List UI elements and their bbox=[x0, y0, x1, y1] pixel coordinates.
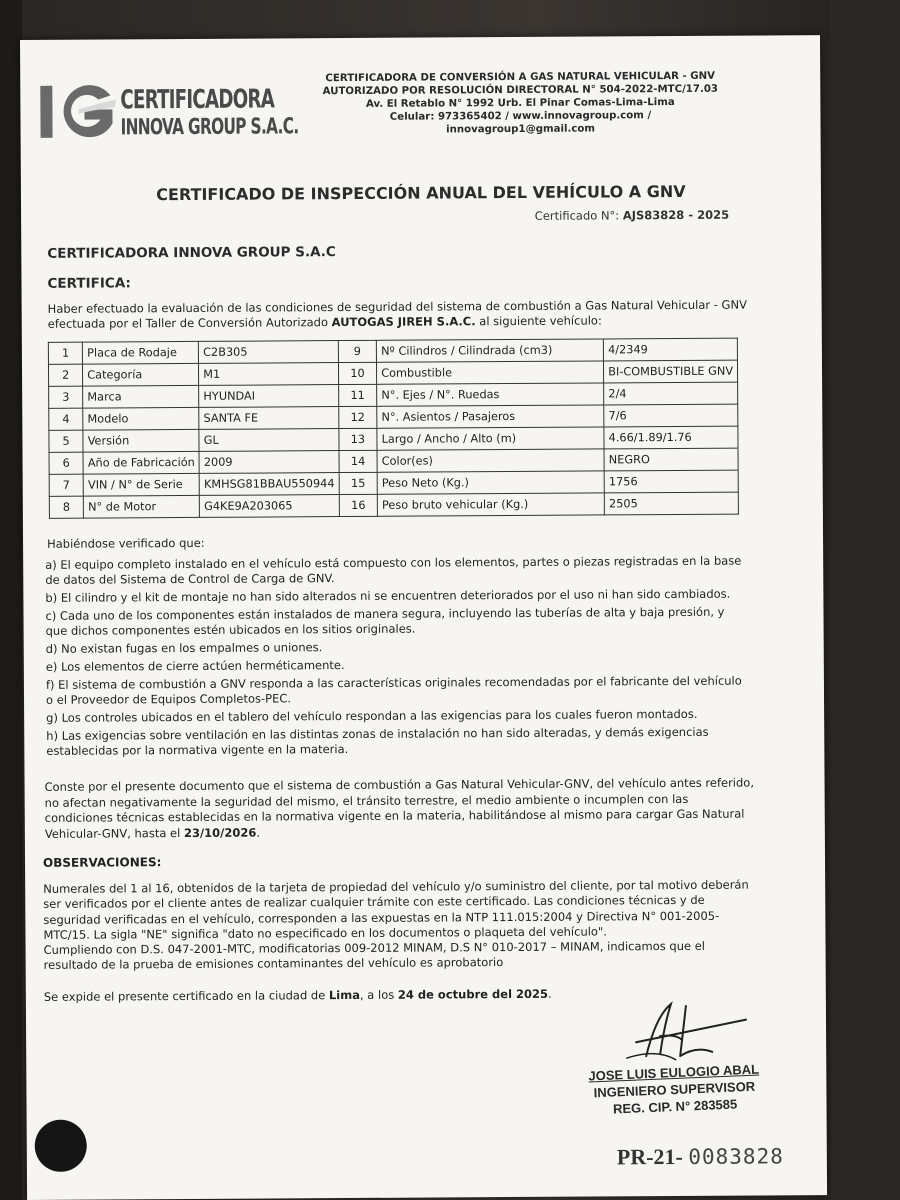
row-number: 5 bbox=[49, 430, 83, 452]
observations-heading: OBSERVACIONES: bbox=[42, 855, 162, 870]
header-info-line: Celular: 973365402 / www.innovagroup.com / innovagroup1@gmail.com bbox=[389, 110, 652, 136]
punch-hole bbox=[35, 1120, 87, 1172]
form-code-prefix: PR-21- bbox=[616, 1143, 683, 1170]
field-value: 7/6 bbox=[604, 404, 738, 427]
intro-text-end: al siguiente vehículo: bbox=[475, 313, 602, 329]
field-label: N° de Motor bbox=[84, 495, 200, 518]
observation-paragraph: Cumpliendo con D.S. 047-2001-MTC, modificatorias 009-2012 MINAM, D.S N° 010-2017 – MINAM, indicamos que el resultado de la prueba de emisiones contaminantes del vehículo es aprobatorio bbox=[43, 939, 706, 973]
field-value: 2/4 bbox=[604, 382, 738, 405]
field-value: 1756 bbox=[604, 470, 738, 493]
field-value: G4KE9A203065 bbox=[200, 495, 340, 518]
certifica-heading: CERTIFICA: bbox=[47, 275, 131, 292]
issued-end: . bbox=[547, 986, 552, 1001]
field-label: Placa de Rodaje bbox=[83, 341, 199, 364]
company-name: CERTIFICADORA INNOVA GROUP S.A.C bbox=[47, 244, 336, 262]
conste-end: . bbox=[256, 825, 261, 840]
field-label: Versión bbox=[83, 429, 199, 452]
row-number: 2 bbox=[48, 364, 82, 386]
field-label: Color(es) bbox=[377, 449, 604, 472]
verification-item: h) Las exigencias sobre ventilación en las distintas zonas de instalación no han sido alteradas, y demás exigencias establecidas por la normativa vigente en la materia. bbox=[46, 724, 709, 759]
company-logo bbox=[38, 79, 299, 152]
issued-date: 24 de octubre del 2025 bbox=[397, 986, 549, 1002]
logo-text-line1: CERTIFICADORA bbox=[120, 84, 275, 116]
row-number: 12 bbox=[339, 406, 377, 428]
row-number: 3 bbox=[49, 386, 83, 408]
header-info bbox=[320, 70, 720, 137]
signatory-registration: REG. CIP. N° 283585 bbox=[612, 1096, 738, 1117]
field-label: Categoría bbox=[83, 363, 199, 386]
field-value: C2B305 bbox=[199, 341, 339, 364]
verification-intro: Habiéndose verificado que: bbox=[47, 535, 205, 551]
verification-item: g) Los controles ubicados en el tablero del vehículo respondan a las exigencias para los cuales fueron montados. bbox=[46, 707, 698, 726]
field-value: M1 bbox=[199, 363, 339, 386]
row-number: 7 bbox=[49, 474, 83, 496]
field-label: Año de Fabricación bbox=[83, 451, 199, 474]
verification-list bbox=[45, 554, 746, 763]
document-title: CERTIFICADO DE INSPECCIÓN ANUAL DEL VEHÍCULO A GNV bbox=[156, 181, 686, 205]
conste-paragraph bbox=[45, 776, 755, 842]
field-label: Peso Neto (Kg.) bbox=[377, 471, 604, 494]
field-value: NEGRO bbox=[604, 448, 738, 471]
issued-text: Se expide el presente certificado en la ciudad de bbox=[43, 988, 329, 1004]
certificate-number-value: AJS83828 - 2025 bbox=[622, 207, 730, 223]
signatory-name: JOSE LUIS EULOGIO ABAL bbox=[588, 1061, 760, 1084]
signatory-role: INGENIERO SUPERVISOR bbox=[593, 1078, 756, 1101]
row-number: 6 bbox=[49, 452, 83, 474]
conste-text: Conste por el presente documento que el sistema de combustión a Gas Natural Vehicular-GNV, del vehículo antes referido, no afectan negativamente la seguridad del mismo, el tránsito terrestre, el medio ambiente o incumplen con las condiciones técnicas establecidas en la normativa vigente en la materia, habilitándose al mismo para cargar Gas Natural Vehicular-GNV, hasta el bbox=[44, 775, 755, 841]
observations-text bbox=[43, 878, 759, 974]
signatory-block bbox=[573, 1060, 775, 1119]
observation-paragraph: Numerales del 1 al 16, obtenidos de la tarjeta de propiedad del vehículo y/o suministro del cliente, por tal motivo deberán ser verificados por el cliente antes de realizar cualquier trámite con este certificado. Las condiciones técnicas y de seguridad verificadas en el vehículo, corresponden a las expuestas en la NTP 111.015:2004 y Directiva N° 001-2005-MTC/15. La sigla "NE" significa "dato no especificado en los documentos o plaqueta del vehículo". bbox=[43, 877, 749, 942]
issued-city: Lima bbox=[328, 987, 361, 1003]
row-number: 15 bbox=[339, 472, 377, 494]
form-code-number: 0083828 bbox=[688, 1144, 784, 1169]
row-number: 1 bbox=[48, 342, 82, 364]
header-info-line: AUTORIZADO POR RESOLUCIÓN DIRECTORAL N° 504-2022-MTC/17.03 bbox=[322, 83, 719, 98]
field-value: 2505 bbox=[604, 492, 738, 515]
row-number: 10 bbox=[338, 362, 376, 384]
form-code bbox=[617, 1143, 784, 1170]
vehicle-data-table bbox=[48, 338, 739, 519]
verification-item: c) Cada uno de los componentes están instalados de manera segura, incluyendo las tuberías de alta y baja presión, y que dichos componentes estén ubicados en los sitios originales. bbox=[45, 604, 725, 639]
verification-item: d) No existan fugas en los empalmes o uniones. bbox=[45, 640, 323, 657]
header-info-line: Av. El Retablo N° 1992 Urb. El Pinar Comas-Lima-Lima bbox=[365, 97, 675, 110]
row-number: 16 bbox=[339, 494, 377, 516]
desk-surface-left bbox=[0, 0, 22, 1200]
row-number: 8 bbox=[49, 496, 83, 518]
certificate-number-label: Certificado N°: bbox=[534, 208, 620, 223]
field-value: BI-COMBUSTIBLE GNV bbox=[604, 360, 738, 383]
field-value: SANTA FE bbox=[199, 407, 339, 430]
verification-item: f) El sistema de combustión a GNV responda a las características originales recomendadas por el fabricante del vehículo o el Proveedor de Equipos Completos-PEC. bbox=[45, 673, 742, 708]
verification-item: e) Los elementos de cierre actúen herméticamente. bbox=[45, 658, 345, 675]
verification-item: b) El cilindro y el kit de montaje no han sido alterados ni se encuentren deteriorados por el uso ni han sido cambiados. bbox=[45, 586, 731, 606]
verification-item: a) El equipo completo instalado en el vehículo está compuesto con los elementos, partes o piezas registradas en la base de datos del Sistema de Control de Carga de GNV. bbox=[45, 553, 742, 588]
field-label: N°. Ejes / N°. Ruedas bbox=[377, 383, 604, 406]
field-value: 4.66/1.89/1.76 bbox=[604, 426, 738, 449]
row-number: 9 bbox=[338, 340, 376, 362]
header-info-line: CERTIFICADORA DE CONVERSIÓN A GAS NATURAL VEHICULAR - GNV bbox=[325, 70, 716, 85]
intro-paragraph bbox=[48, 298, 748, 332]
handwritten-signature bbox=[616, 996, 756, 1067]
field-label: VIN / N° de Serie bbox=[83, 473, 199, 496]
workshop-name: AUTOGAS JIREH S.A.C. bbox=[331, 314, 476, 330]
issued-statement bbox=[44, 987, 552, 1004]
issued-text2: , a los bbox=[359, 987, 398, 1002]
certificate-page bbox=[20, 35, 827, 1200]
desk-surface-right bbox=[830, 0, 900, 1200]
row-number: 13 bbox=[339, 428, 377, 450]
row-number: 14 bbox=[339, 450, 377, 472]
valid-until-date: 23/10/2026 bbox=[183, 825, 257, 840]
field-value: 2009 bbox=[199, 451, 339, 474]
field-label: Combustible bbox=[377, 361, 604, 384]
field-value: GL bbox=[199, 429, 339, 452]
vehicle-table-row bbox=[49, 492, 738, 518]
field-label: Marca bbox=[83, 385, 199, 408]
field-value: KMHSG81BBAU550944 bbox=[199, 473, 339, 496]
field-value: HYUNDAI bbox=[199, 385, 339, 408]
field-label: Modelo bbox=[83, 407, 199, 430]
row-number: 4 bbox=[49, 408, 83, 430]
ig-logo-icon bbox=[38, 79, 118, 143]
field-label: Nº Cilindros / Cilindrada (cm3) bbox=[376, 339, 603, 362]
field-label: Peso bruto vehicular (Kg.) bbox=[377, 493, 604, 516]
field-label: N°. Asientos / Pasajeros bbox=[377, 405, 604, 428]
intro-text: Haber efectuado la evaluación de las condiciones de seguridad del sistema de combustión a Gas Natural Vehicular - GNV efectuada por el Taller de Conversión Autorizado bbox=[47, 297, 747, 331]
logo-text-line2: INNOVA GROUP S.A.C. bbox=[120, 114, 299, 141]
certificate-number bbox=[535, 208, 729, 223]
field-value: 4/2349 bbox=[604, 338, 738, 361]
row-number: 11 bbox=[338, 384, 376, 406]
field-label: Largo / Ancho / Alto (m) bbox=[377, 427, 604, 450]
